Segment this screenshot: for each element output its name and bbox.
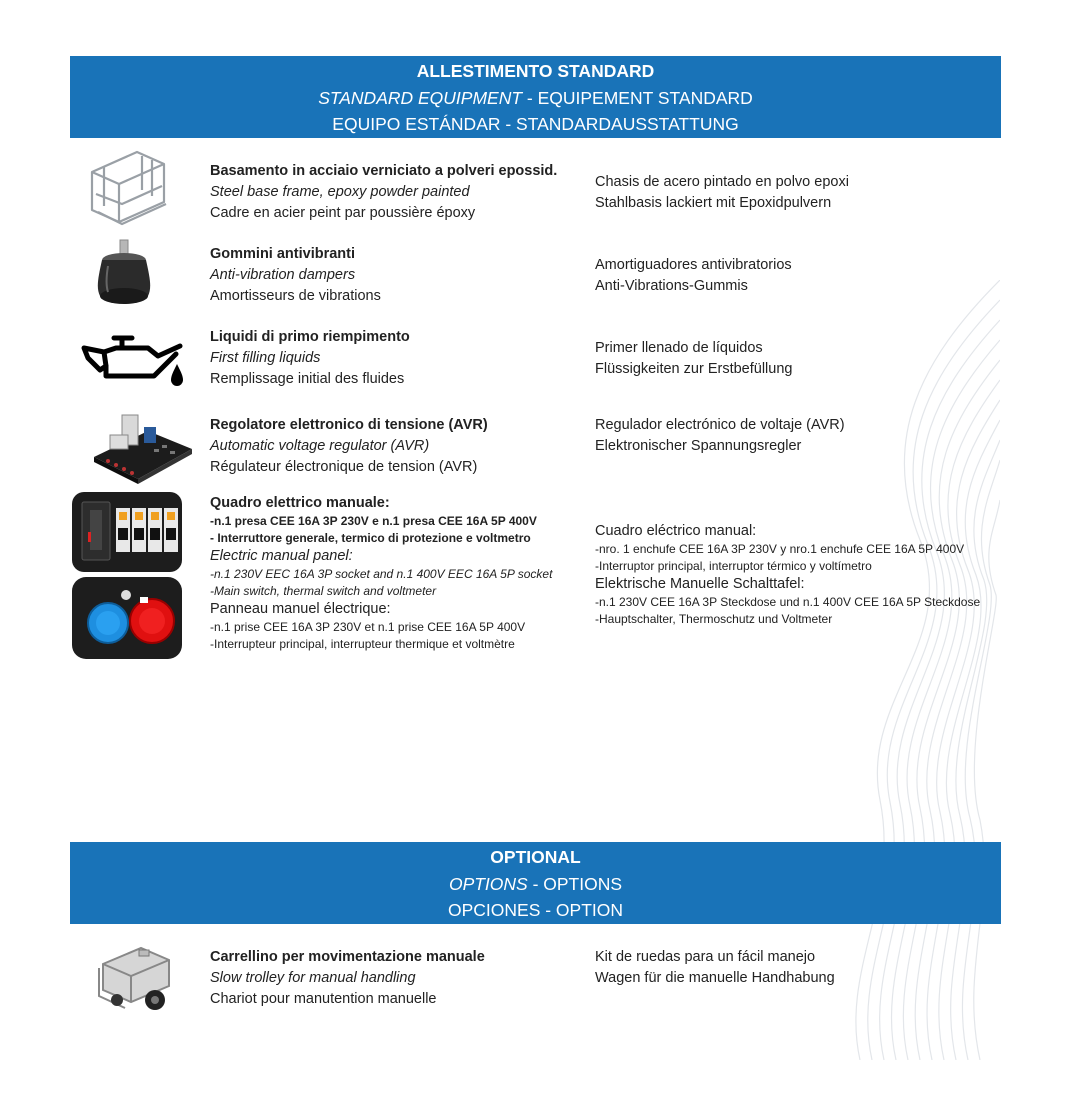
anti-vibration-damper-icon [90,238,160,310]
panel-it-l2: - Interruttore generale, termico di protezione e voltmetro [210,531,531,545]
avr-board-icon [88,405,198,485]
panel-de-title: Elektrische Manuelle Schalttafel: [595,576,805,592]
panel-es-l1: -nro. 1 enchufe CEE 16A 3P 230V y nro.1 enchufe CEE 16A 5P 400V [595,542,965,556]
panel-fr-title: Panneau manuel électrique: [210,601,391,617]
trolley-text-left [210,947,485,1010]
item-2-text-left [210,244,381,307]
item-4-text-left [210,415,488,478]
item-4-de: Elektronischer Spannungsregler [595,437,802,454]
item-1-de: Stahlbasis lackiert mit Epoxidpulvern [595,194,832,211]
optional-header [70,842,1001,924]
item-3-text-left [210,327,410,390]
item-2-text-right [595,255,792,296]
trolley-fr: Chariot pour manutention manuelle [210,991,437,1007]
item-1-es: Chasis de acero pintado en polvo epoxi [595,174,849,190]
background-wave-pattern [800,280,1000,1060]
item-4-es: Regulador electrónico de voltaje (AVR) [595,417,845,433]
standard-subtitle-2: EQUIPO ESTÁNDAR - STANDARDAUSSTATTUNG [332,114,739,134]
item-1-text-right [595,172,849,213]
item-3-de: Flüssigkeiten zur Erstbefüllung [595,360,793,377]
panel-en-title: Electric manual panel: [210,548,353,564]
trolley-it: Carrellino per movimentazione manuale [210,949,485,965]
item-3-en: First filling liquids [210,350,321,366]
panel-it-l1: -n.1 presa CEE 16A 3P 230V e n.1 presa CEE 16A 5P 400V [210,514,537,528]
optional-title: OPTIONAL [490,847,581,867]
panel-it-title: Quadro elettrico manuale: [210,495,390,511]
panel-de-l2: -Hauptschalter, Thermoschutz und Voltmeter [595,612,833,626]
optional-subtitle-2: OPCIONES - OPTION [447,900,624,920]
panel-sockets-icon [70,575,185,663]
item-3-fr: Remplissage initial des fluides [210,371,405,387]
item-4-en: Automatic voltage regulator (AVR) [210,438,430,454]
standard-subtitle-rest: - EQUIPEMENT STANDARD [522,87,753,108]
item-2-es: Amortiguadores antivibratorios [595,257,792,273]
panel-breakers-icon [70,490,185,575]
panel-text-right [595,522,980,628]
item-2-de: Anti-Vibrations-Gummis [595,277,748,294]
steel-frame-icon [82,142,172,227]
item-4-text-right [595,415,845,456]
optional-subtitle-rest: - OPTIONS [527,873,623,894]
item-4-it: Regolatore elettronico di tensione (AVR) [210,417,488,433]
trolley-text-right [595,947,835,988]
oil-can-icon [80,330,190,392]
item-3-text-right [595,338,792,379]
trolley-en: Slow trolley for manual handling [210,970,416,986]
optional-subtitle-italic: OPTIONS [448,873,528,894]
trolley-de: Wagen für die manuelle Handhabung [595,969,835,986]
panel-text-left [210,494,552,653]
item-3-it: Liquidi di primo riempimento [210,329,410,345]
item-1-text-left [210,161,557,224]
item-2-it: Gommini antivibranti [210,246,356,262]
trolley-icon [95,938,175,1016]
trolley-es: Kit de ruedas para un fácil manejo [595,949,816,965]
panel-fr-l1: -n.1 prise CEE 16A 3P 230V et n.1 prise CEE 16A 5P 400V [210,620,526,634]
panel-es-l2: -Interruptor principal, interruptor térmico y voltímetro [595,559,872,573]
item-1-en: Steel base frame, epoxy powder painted [210,184,470,200]
standard-subtitle-italic: STANDARD EQUIPMENT [318,87,523,108]
standard-subtitle [70,85,1001,112]
item-2-en: Anti-vibration dampers [210,267,356,283]
panel-en-l2: -Main switch, thermal switch and voltmeter [210,584,437,598]
panel-en-l1: -n.1 230V EEC 16A 3P socket and n.1 400V EEC 16A 5P socket [210,567,553,581]
standard-title: ALLESTIMENTO STANDARD [416,61,655,81]
panel-de-l1: -n.1 230V CEE 16A 3P Steckdose und n.1 400V CEE 16A 5P Steckdose [595,595,981,609]
item-4-fr: Régulateur électronique de tension (AVR) [210,459,478,475]
standard-equipment-header [70,56,1001,138]
panel-es-title: Cuadro eléctrico manual: [595,523,757,539]
item-1-fr: Cadre en acier peint par poussière époxy [210,205,476,221]
item-3-es: Primer llenado de líquidos [595,340,763,356]
item-1-it: Basamento in acciaio verniciato a polveri epossid. [210,163,558,179]
item-2-fr: Amortisseurs de vibrations [210,288,381,304]
optional-subtitle [70,871,1001,898]
panel-fr-l2: -Interrupteur principal, interrupteur thermique et voltmètre [210,637,515,651]
